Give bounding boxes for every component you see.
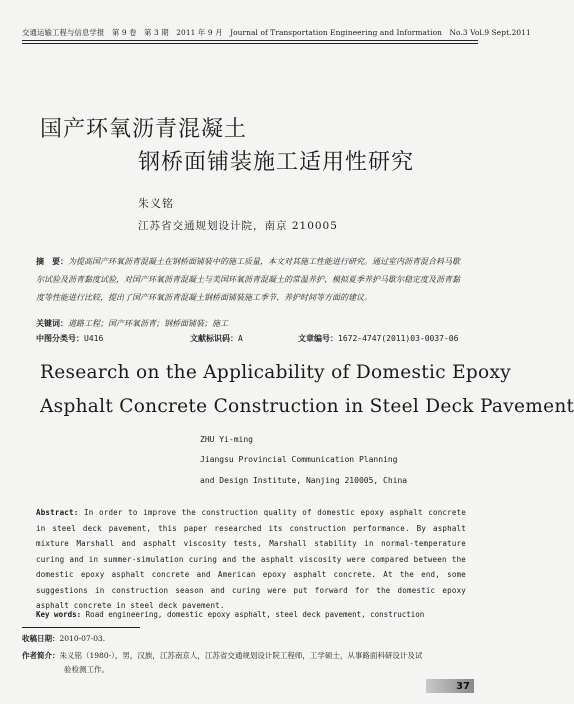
keywords-en-label: Key words: <box>36 610 82 619</box>
header-rule-top <box>22 40 478 41</box>
bio-line1: 朱义铭（1980-），男，汉族，江苏南京人，江苏省交通规划设计院工程师，工学硕士，从事路面科研设计及试 <box>59 651 423 660</box>
abstract-en-text: In order to improve the construction quality of domestic epoxy asphalt concrete in steel deck pavement, this paper researched its construction performance. By asphalt mixture Marshall and asphalt viscosity tests, Marshall stability in normal-temperature curing and in summer-simulation curing and the asphalt viscosity were compared between the domestic epoxy asphalt concrete and American epoxy asphalt concrete. At the end, some suggestions in construction season and curing were put forward for the domestic epoxy asphalt concrete in steel deck pavement. <box>36 508 466 610</box>
running-head: 交通运输工程与信息学报 第 9 卷 第 3 期 2011 年 9 月 Journal of Transportation Engineering and Information No.3 Vol.9 Sept.2011 <box>22 28 531 37</box>
keywords-en <box>36 610 424 619</box>
bio-label: 作者简介： <box>22 651 60 660</box>
title-en-line1: Research on the Applicability of Domestic Epoxy <box>40 362 511 383</box>
page-number: 37 <box>426 679 474 693</box>
clc-number: 中图分类号：U416 <box>36 333 104 343</box>
footnote-rule <box>22 627 140 628</box>
abstract-en <box>36 505 466 614</box>
bio-line2: 验检测工作。 <box>64 665 109 674</box>
abstract-cn-text: 为提高国产环氧沥青混凝土在钢桥面铺装中的施工质量，本文对其施工性能进行研究。通过室内沥青混合料马歇尔试验及沥青黏度试验，对国产环氧沥青混凝土与美国环氧沥青混凝土的常温养护、模拟夏季养护马歇尔稳定度及沥青黏度等性能进行比较，提出了国产环氧沥青混凝土钢桥面铺装施工季节、养护时间等方面的建议。 <box>36 257 460 302</box>
abstract-cn-label: 摘 要： <box>36 256 68 266</box>
document-code: 文献标识码：A <box>190 333 243 343</box>
abstract-cn <box>36 252 466 307</box>
received-date <box>22 633 105 644</box>
keywords-cn-label: 关键词： <box>36 318 68 328</box>
received-label: 收稿日期： <box>22 634 60 643</box>
title-en-line2: Asphalt Concrete Construction in Steel Deck Pavement <box>40 396 574 417</box>
title-cn-line2: 钢桥面铺装施工适用性研究 <box>138 150 415 175</box>
author-bio <box>22 649 470 677</box>
title-cn-line1: 国产环氧沥青混凝土 <box>40 117 248 142</box>
author-cn: 朱义铭 <box>138 197 174 210</box>
author-en: ZHU Yi-ming <box>200 435 253 444</box>
keywords-cn <box>36 318 228 329</box>
affiliation-en-line2: and Design Institute, Nanjing 210005, China <box>200 476 408 485</box>
article-number: 文章编号：1672-4747(2011)03-0037-06 <box>298 333 459 343</box>
received-value: 2010-07-03. <box>59 634 106 643</box>
abstract-en-label: Abstract: <box>36 508 79 517</box>
keywords-cn-text: 道路工程；国产环氧沥青；钢桥面铺装；施工 <box>68 319 228 328</box>
affiliation-cn: 江苏省交通规划设计院，南京 210005 <box>138 220 338 232</box>
keywords-en-text: Road engineering, domestic epoxy asphalt, steel deck pavement, construction <box>81 610 425 619</box>
affiliation-en-line1: Jiangsu Provincial Communication Planning <box>200 455 398 464</box>
header-rule-bottom <box>22 43 478 44</box>
